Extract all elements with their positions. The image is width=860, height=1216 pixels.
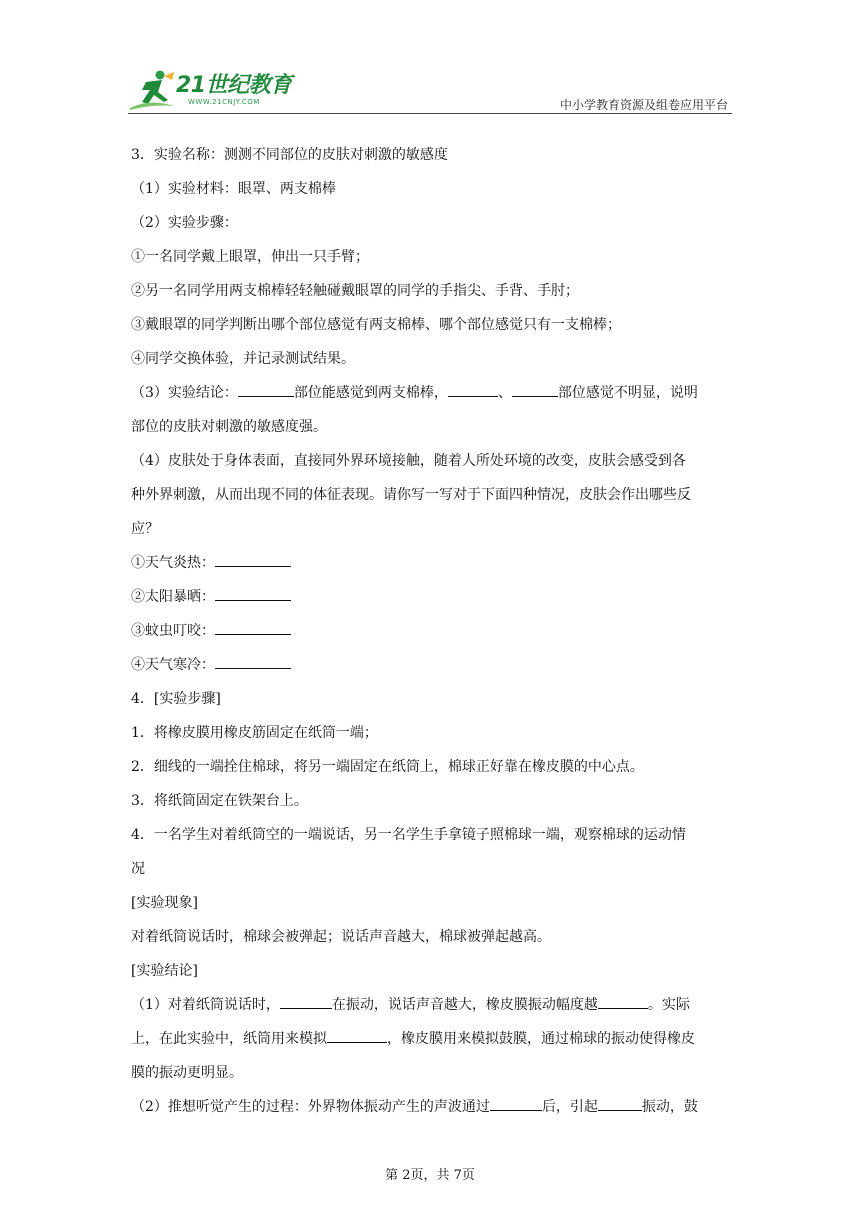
answer-blank[interactable]: [215, 552, 291, 567]
text-segment: ②太阳暴晒：: [131, 589, 215, 605]
logo-text: 21世纪教育: [176, 73, 292, 98]
text-line: 3．将纸筒固定在铁架台上。: [131, 793, 308, 809]
text-line: 应？: [131, 521, 159, 537]
answer-blank[interactable]: [215, 654, 291, 669]
text-line: [131, 988, 731, 1022]
document-body: [131, 138, 731, 1124]
text-line: 膜的振动更明显。: [131, 1065, 243, 1081]
text-segment: 、: [497, 385, 512, 401]
text-segment: （1）对着纸筒说话时，: [131, 997, 280, 1013]
answer-blank[interactable]: [598, 994, 648, 1009]
logo: [128, 68, 298, 112]
text-line: [实验结论]: [131, 963, 198, 979]
text-line: ②另一名同学用两支棉棒轻轻触碰戴眼罩的同学的手指尖、手背、手肘；: [131, 283, 579, 299]
text-line: 4．[实验步骤]: [131, 691, 221, 707]
text-segment: 。实际: [647, 997, 690, 1013]
answer-blank[interactable]: [512, 382, 558, 397]
page-header: [128, 64, 732, 116]
text-line: （2）实验步骤：: [131, 215, 238, 231]
text-line: （1）实验材料：眼罩、两支棉棒: [131, 181, 336, 197]
text-line: 3．实验名称：测测不同部位的皮肤对刺激的敏感度: [131, 147, 448, 163]
text-segment: ③蚊虫叮咬：: [131, 623, 215, 639]
runner-icon: [128, 68, 178, 112]
text-line: [131, 376, 731, 410]
text-line: [131, 580, 731, 614]
text-line: 4．一名学生对着纸筒空的一端说话，另一名学生手拿镜子照棉球一端，观察棉球的运动情: [131, 827, 686, 843]
text-line: 1．将橡皮膜用橡皮筋固定在纸筒一端；: [131, 725, 378, 741]
text-line: ①一名同学戴上眼罩，伸出一只手臂；: [131, 249, 369, 265]
text-line: ③戴眼罩的同学判断出哪个部位感觉有两支棉棒、哪个部位感觉只有一支棉棒；: [131, 317, 621, 333]
text-line: [实验现象]: [131, 895, 198, 911]
text-segment: 部位感觉不明显，说明: [557, 385, 698, 401]
text-segment: 在振动，说话声音越大，橡皮膜振动幅度越: [331, 997, 598, 1013]
text-segment: ①天气炎热：: [131, 555, 215, 571]
text-segment: （2）推想听觉产生的过程：外界物体振动产生的声波通过: [131, 1099, 490, 1115]
text-line: 况: [131, 861, 145, 877]
text-segment: 部位能感觉到两支棉棒，: [293, 385, 448, 401]
text-line: 部位的皮肤对刺激的敏感度强。: [131, 419, 327, 435]
answer-blank[interactable]: [598, 1096, 642, 1111]
text-line: [131, 546, 731, 580]
answer-blank[interactable]: [448, 382, 498, 397]
text-segment: ，橡皮膜用来模拟鼓膜，通过棉球的振动使得橡皮: [387, 1031, 695, 1047]
text-line: ④同学交换体验，并记录测试结果。: [131, 351, 355, 367]
text-segment: 上，在此实验中，纸筒用来模拟: [131, 1031, 327, 1047]
text-line: 2．细线的一端拴住棉球，将另一端固定在纸筒上，棉球正好靠在橡皮膜的中心点。: [131, 759, 644, 775]
platform-name: 中小学教育资源及组卷应用平台: [559, 98, 728, 112]
logo-url: WWW.21CNJY.COM: [188, 98, 260, 106]
text-segment: 后，引起: [541, 1099, 598, 1115]
answer-blank[interactable]: [215, 586, 291, 601]
text-line: [131, 1022, 731, 1056]
answer-blank[interactable]: [238, 382, 294, 397]
text-line: [131, 614, 731, 648]
page-footer: 第 2页，共 7页: [385, 1168, 475, 1183]
answer-blank[interactable]: [215, 620, 291, 635]
answer-blank[interactable]: [327, 1028, 387, 1043]
answer-blank[interactable]: [280, 994, 332, 1009]
text-segment: （3）实验结论：: [131, 385, 238, 401]
text-line: （4）皮肤处于身体表面，直接同外界环境接触，随着人所处环境的改变，皮肤会感受到各: [131, 453, 686, 469]
text-line: 种外界刺激，从而出现不同的体征表现。请你写一写对于下面四种情况，皮肤会作出哪些反: [131, 487, 691, 503]
text-line: 对着纸筒说话时，棉球会被弹起；说话声音越大，棉球被弹起越高。: [131, 929, 551, 945]
text-line: [131, 648, 731, 682]
answer-blank[interactable]: [490, 1096, 542, 1111]
text-segment: ④天气寒冷：: [131, 657, 215, 673]
text-segment: 振动，鼓: [641, 1099, 698, 1115]
header-divider: [128, 113, 732, 114]
text-line: [131, 1090, 731, 1124]
